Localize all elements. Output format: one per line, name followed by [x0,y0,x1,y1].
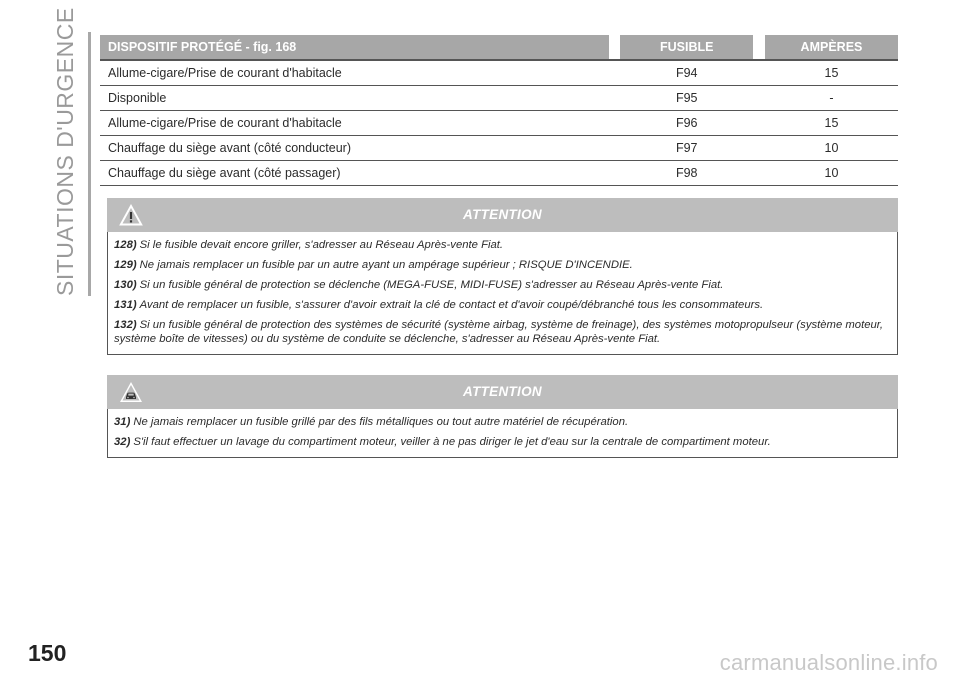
section-title: SITUATIONS D'URGENCE [52,7,78,296]
header-device: DISPOSITIF PROTÉGÉ - fig. 168 [100,35,609,60]
watermark: carmanualsonline.info [719,650,938,675]
list-item [114,238,891,252]
item-number: 128) [114,239,137,251]
warning-box-vehicle [107,375,898,458]
table-row [100,60,898,86]
list-item [114,318,891,346]
section-bar [88,32,91,296]
table-row [100,161,898,186]
fuse-table [100,35,898,186]
cell-fuse: F96 [620,111,753,136]
cell-device: Allume-cigare/Prise de courant d'habitacle [100,111,609,136]
item-number: 132) [114,319,137,331]
warning-body [107,232,898,355]
item-number: 130) [114,279,137,291]
item-number: 32) [114,436,131,448]
item-text: Ne jamais remplacer un fusible par un autre ayant un ampérage supérieur ; RISQUE D'INCENDIE. [139,259,633,271]
warning-header [107,198,898,232]
warning-body [107,409,898,458]
item-text: Ne jamais remplacer un fusible grillé par des fils métalliques ou tout autre matériel de récupération. [133,416,629,428]
table-row [100,136,898,161]
warning-title: ATTENTION [463,384,542,399]
table-row [100,111,898,136]
header-amperes: AMPÈRES [765,35,898,60]
cell-amperes: 10 [765,161,898,186]
cell-fuse: F98 [620,161,753,186]
item-text: Avant de remplacer un fusible, s'assurer d'avoir extrait la clé de contact et d'avoir coupé/débranché tous les consommateurs. [139,299,764,311]
item-number: 131) [114,299,137,311]
item-text: Si le fusible devait encore griller, s'adresser au Réseau Après-vente Fiat. [139,239,504,251]
cell-fuse: F94 [620,60,753,86]
list-item [114,415,891,429]
cell-amperes: 15 [765,111,898,136]
warning-header [107,375,898,409]
item-text: S'il faut effectuer un lavage du compartiment moteur, veiller à ne pas diriger le jet d'eau sur la centrale de compartiment moteur. [133,436,771,448]
item-number: 31) [114,416,131,428]
warning-box-safety [107,198,898,355]
cell-device: Allume-cigare/Prise de courant d'habitacle [100,60,609,86]
cell-device: Chauffage du siège avant (côté passager) [100,161,609,186]
list-item [114,435,891,449]
list-item [114,298,891,312]
list-item [114,258,891,272]
item-text: Si un fusible général de protection des systèmes de sécurité (système airbag, système de freinage), des systèmes motopropulseur (système moteur, système boîte de vitesses) ou du système de conduite se déclenche, s'adresser au Réseau Après-vente Fiat. [114,319,884,345]
cell-fuse: F97 [620,136,753,161]
table-header-row [100,35,898,60]
warning-title: ATTENTION [463,207,542,222]
cell-device: Disponible [100,86,609,111]
cell-amperes: 10 [765,136,898,161]
cell-device: Chauffage du siège avant (côté conducteur) [100,136,609,161]
cell-amperes: 15 [765,60,898,86]
item-text: Si un fusible général de protection se déclenche (MEGA-FUSE, MIDI-FUSE) s'adresser au Réseau Après-vente Fiat. [139,279,724,291]
table-row [100,86,898,111]
page-number: 150 [28,640,67,666]
item-number: 129) [114,259,137,271]
cell-fuse: F95 [620,86,753,111]
cell-amperes: - [765,86,898,111]
list-item [114,278,891,292]
header-fuse: FUSIBLE [620,35,753,60]
